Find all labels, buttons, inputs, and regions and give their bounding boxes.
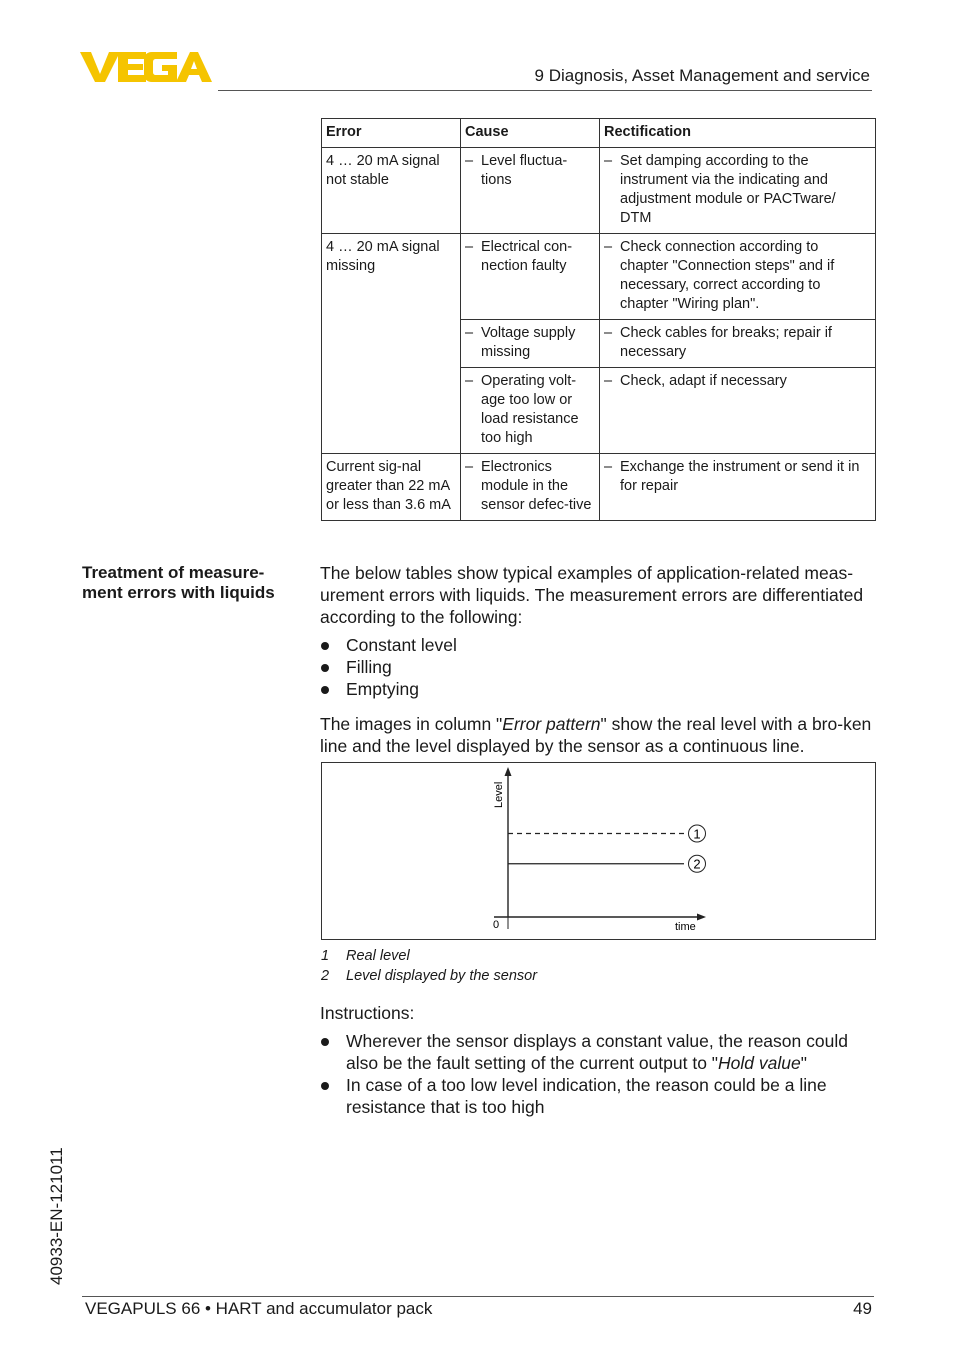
column-header-cause: Cause xyxy=(461,119,600,148)
cause-text: Electrical con-nection faulty xyxy=(481,239,573,274)
page-number: 49 xyxy=(853,1299,872,1318)
list-item: Filling xyxy=(320,656,860,678)
table-row xyxy=(322,148,876,234)
cause-text: Operating volt-age too low or load resistance too high xyxy=(481,373,579,446)
error-table xyxy=(321,118,876,521)
instructions-label: Instructions: xyxy=(320,1003,415,1023)
legend-text: Real level xyxy=(346,948,410,964)
rectification-text: Check, adapt if necessary xyxy=(620,373,787,389)
legend-number: 1 xyxy=(321,948,330,964)
dash-marker: – xyxy=(465,239,474,255)
cause-text: Electronics module in the sensor defec-tive xyxy=(481,459,592,513)
footer-product: VEGAPULS 66 • HART and accumulator pack xyxy=(85,1299,433,1318)
dash-marker: – xyxy=(465,459,474,475)
logo-text: VEGA xyxy=(80,50,83,51)
rectification-text: Check cables for breaks; repair if necessary xyxy=(620,325,832,360)
section-title: 9 Diagnosis, Asset Management and service xyxy=(534,66,870,85)
level-diagram xyxy=(322,763,875,939)
x-axis-label: time xyxy=(675,921,696,933)
error-cell: 4 … 20 mA signal not stable xyxy=(322,148,461,234)
table-row xyxy=(322,234,876,320)
list-item: Emptying xyxy=(320,678,860,700)
level-diagram-box xyxy=(321,762,876,940)
rectification-cell xyxy=(600,320,876,368)
rectification-text: Check connection according to chapter "Connection steps" and if necessary, correct according to chapter "Wiring plan". xyxy=(620,239,835,312)
rectification-cell xyxy=(600,148,876,234)
cause-cell xyxy=(461,368,600,454)
rectification-text: Exchange the instrument or send it in for repair xyxy=(620,459,860,494)
table-row xyxy=(322,454,876,521)
instruction-text-after: " xyxy=(800,1053,807,1073)
cause-cell xyxy=(461,454,600,521)
header-rule xyxy=(218,90,872,91)
instruction-text-italic: Hold value xyxy=(718,1053,801,1073)
instructions-list xyxy=(320,1030,865,1118)
cause-text: Level fluctua-tions xyxy=(481,153,568,188)
figure-legend xyxy=(321,947,537,986)
document-code: 40933-EN-121011 xyxy=(47,1147,66,1285)
pattern-text-italic: Error pattern xyxy=(502,714,601,734)
legend-number: 2 xyxy=(321,967,330,984)
cause-text: Voltage supply missing xyxy=(481,325,576,360)
origin-label: 0 xyxy=(493,919,500,931)
vega-logo xyxy=(80,50,212,84)
dash-marker: – xyxy=(604,459,613,475)
rectification-text: Set damping according to the instrument via the indicating and adjustment module or PACTware/ DTM xyxy=(620,153,836,226)
marker-2-label: 2 xyxy=(693,856,701,872)
error-pattern-paragraph xyxy=(320,713,880,757)
marker-1-label: 1 xyxy=(693,826,701,842)
dash-marker: – xyxy=(604,325,613,341)
column-header-error: Error xyxy=(322,119,461,148)
table-header-row xyxy=(322,119,876,148)
cause-cell xyxy=(461,320,600,368)
cause-cell xyxy=(461,148,600,234)
list-item: Constant level xyxy=(320,634,860,656)
cause-cell xyxy=(461,234,600,320)
level-type-list xyxy=(320,634,860,700)
y-axis-label: Level xyxy=(493,781,505,808)
x-axis-arrow-icon xyxy=(697,914,706,921)
dash-marker: – xyxy=(604,239,613,255)
dash-marker: – xyxy=(465,153,474,169)
rectification-cell xyxy=(600,454,876,521)
legend-item xyxy=(321,947,537,967)
marker-1 xyxy=(689,825,706,842)
error-cell: 4 … 20 mA signal missing xyxy=(322,234,461,454)
legend-text: Level displayed by the sensor xyxy=(346,967,538,984)
y-axis-arrow-icon xyxy=(505,767,512,776)
footer-rule xyxy=(82,1296,874,1297)
list-item xyxy=(320,1030,865,1074)
rectification-cell xyxy=(600,368,876,454)
instruction-text-before: Wherever the sensor displays a constant value, the reason could also be the fault setting of the current output to " xyxy=(346,1031,848,1073)
dash-marker: – xyxy=(465,325,474,341)
pattern-text-before: The images in column " xyxy=(320,714,503,734)
error-cell: Current sig-nal greater than 22 mA or less than 3.6 mA xyxy=(322,454,461,521)
dash-marker: – xyxy=(604,153,613,169)
pattern-text-after: " show the real level with a bro-ken line and the level displayed by the sensor as a continuous line. xyxy=(320,714,872,756)
column-header-rectification: Rectification xyxy=(600,119,876,148)
intro-paragraph: The below tables show typical examples of application-related meas-urement errors with liquids. The measurement errors are differentiated according to the following: xyxy=(320,563,864,627)
legend-item xyxy=(321,967,537,987)
dash-marker: – xyxy=(465,373,474,389)
dash-marker: – xyxy=(604,373,613,389)
list-item: In case of a too low level indication, the reason could be a line resistance that is too high xyxy=(320,1074,865,1118)
side-heading: Treatment of measure-ment errors with liquids xyxy=(82,563,275,602)
marker-2 xyxy=(689,855,706,872)
rectification-cell xyxy=(600,234,876,320)
